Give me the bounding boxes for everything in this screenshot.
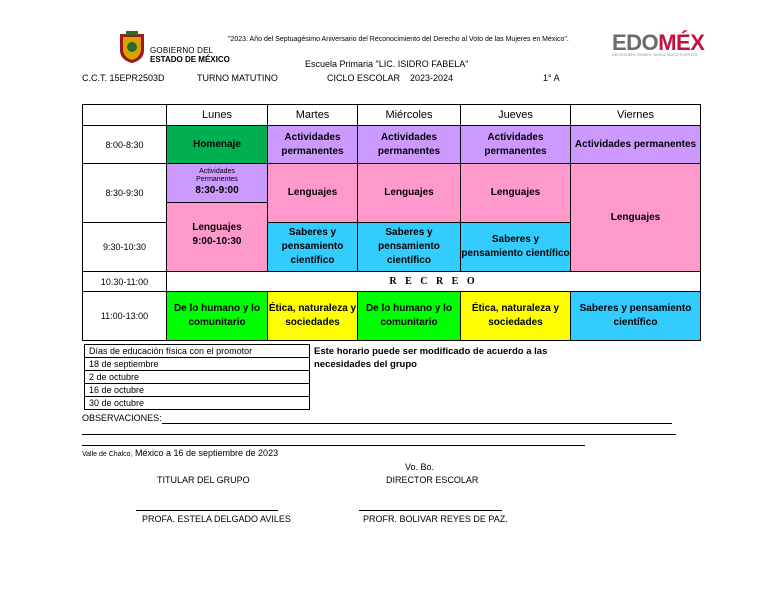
class-cell: Lenguajes	[268, 164, 358, 223]
class-cell: Saberes y pensamiento científico	[571, 292, 701, 341]
schedule-row	[83, 126, 701, 164]
day-header: Miércoles	[358, 105, 461, 126]
class-cell: Lenguajes	[571, 164, 701, 272]
time-cell: 8:00-8:30	[83, 126, 167, 164]
place-date	[82, 448, 278, 458]
observations-line	[82, 445, 585, 446]
class-cell: Actividades permanentes	[571, 126, 701, 164]
class-cell: Saberes y pensamiento científico	[358, 223, 461, 272]
pe-date: 30 de octubre	[85, 397, 310, 410]
pe-title: Días de educación física con el promotor	[85, 345, 310, 358]
day-header: Viernes	[571, 105, 701, 126]
observations-label: OBSERVACIONES:	[82, 413, 162, 423]
class-cell: Actividades permanentes	[358, 126, 461, 164]
class-cell: De lo humano y lo comunitario	[167, 292, 268, 341]
edomex-logo: EDOMÉX	[612, 30, 705, 55]
class-time: 9:00-10:30	[192, 236, 242, 247]
director-label: DIRECTOR ESCOLAR	[386, 475, 479, 485]
government-name-line1: GOBIERNO DEL	[150, 46, 214, 55]
class-cell: Lenguajes	[358, 164, 461, 223]
class-cell: Ética, naturaleza y sociedades	[461, 292, 571, 341]
place: Valle de Chalco,	[82, 451, 133, 458]
cycle-label: CICLO ESCOLAR	[327, 73, 401, 83]
date: México a 16 de septiembre de 2023	[134, 448, 279, 458]
class-cell: Actividades permanentes	[461, 126, 571, 164]
signature-line	[136, 510, 278, 511]
time-cell: 10.30-11:00	[83, 272, 167, 292]
day-header: Jueves	[461, 105, 571, 126]
schedule-note: Este horario puede ser modificado de acuerdo a las necesidades del grupo	[314, 346, 548, 370]
pe-date: 16 de octubre	[85, 384, 310, 397]
observations-line	[162, 423, 672, 424]
school-name: Escuela Primaria "LIC. ISIDRO FABELA"	[305, 59, 469, 69]
class-cell: Lenguajes	[461, 164, 571, 223]
teacher-name: PROFA. ESTELA DELGADO AVILES	[142, 514, 291, 524]
header-row	[83, 105, 701, 126]
time-cell: 9:30-10:30	[83, 223, 167, 272]
class-time: 8:30-9:00	[195, 185, 239, 196]
class-cell: Actividades permanentes	[268, 126, 358, 164]
class-name: Lenguajes	[192, 222, 242, 233]
titular-label: TITULAR DEL GRUPO	[157, 475, 250, 485]
class-note: Actividades Permanentes	[196, 168, 238, 183]
time-cell: 11:00-13:00	[83, 292, 167, 341]
corner-cell	[83, 105, 167, 126]
schedule-row	[83, 164, 701, 203]
class-cell: De lo humano y lo comunitario	[358, 292, 461, 341]
principal-name: PROFR. BOLIVAR REYES DE PAZ.	[363, 514, 508, 524]
pe-date: 18 de septiembre	[85, 358, 310, 371]
group: 1° A	[543, 73, 560, 83]
day-header: Martes	[268, 105, 358, 126]
cct-code: C.C.T. 15EPR2503D	[82, 73, 165, 83]
state-seal-logo	[118, 30, 146, 64]
edomex-slogan: DECISIONES FIRMES, RESULTADOS FUERTES.	[612, 53, 699, 57]
class-cell: Ética, naturaleza y sociedades	[268, 292, 358, 341]
class-cell	[167, 164, 268, 203]
shift: TURNO MATUTINO	[197, 73, 278, 83]
recess-row	[83, 272, 701, 292]
vobo-label: Vo. Bo.	[405, 462, 435, 472]
pe-days-table	[84, 344, 310, 410]
signature-line	[359, 510, 502, 511]
class-cell: Saberes y pensamiento científico	[461, 223, 571, 272]
time-cell: 8:30-9:30	[83, 164, 167, 223]
government-name-line2: ESTADO DE MÉXICO	[150, 55, 230, 64]
pe-date: 2 de octubre	[85, 371, 310, 384]
cycle-years: 2023-2024	[410, 73, 454, 83]
class-cell: Saberes y pensamiento científico	[268, 223, 358, 272]
class-cell: Homenaje	[167, 126, 268, 164]
day-header: Lunes	[167, 105, 268, 126]
year-motto: "2023. Año del Septuagésimo Aniversario del Reconocimiento del Derecho al Voto de las Mujeres en México".	[228, 36, 569, 43]
schedule-table	[82, 104, 701, 341]
schedule-row	[83, 292, 701, 341]
observations-line	[82, 434, 676, 435]
class-cell	[167, 203, 268, 272]
recess-cell: R E C R E O	[167, 272, 701, 292]
